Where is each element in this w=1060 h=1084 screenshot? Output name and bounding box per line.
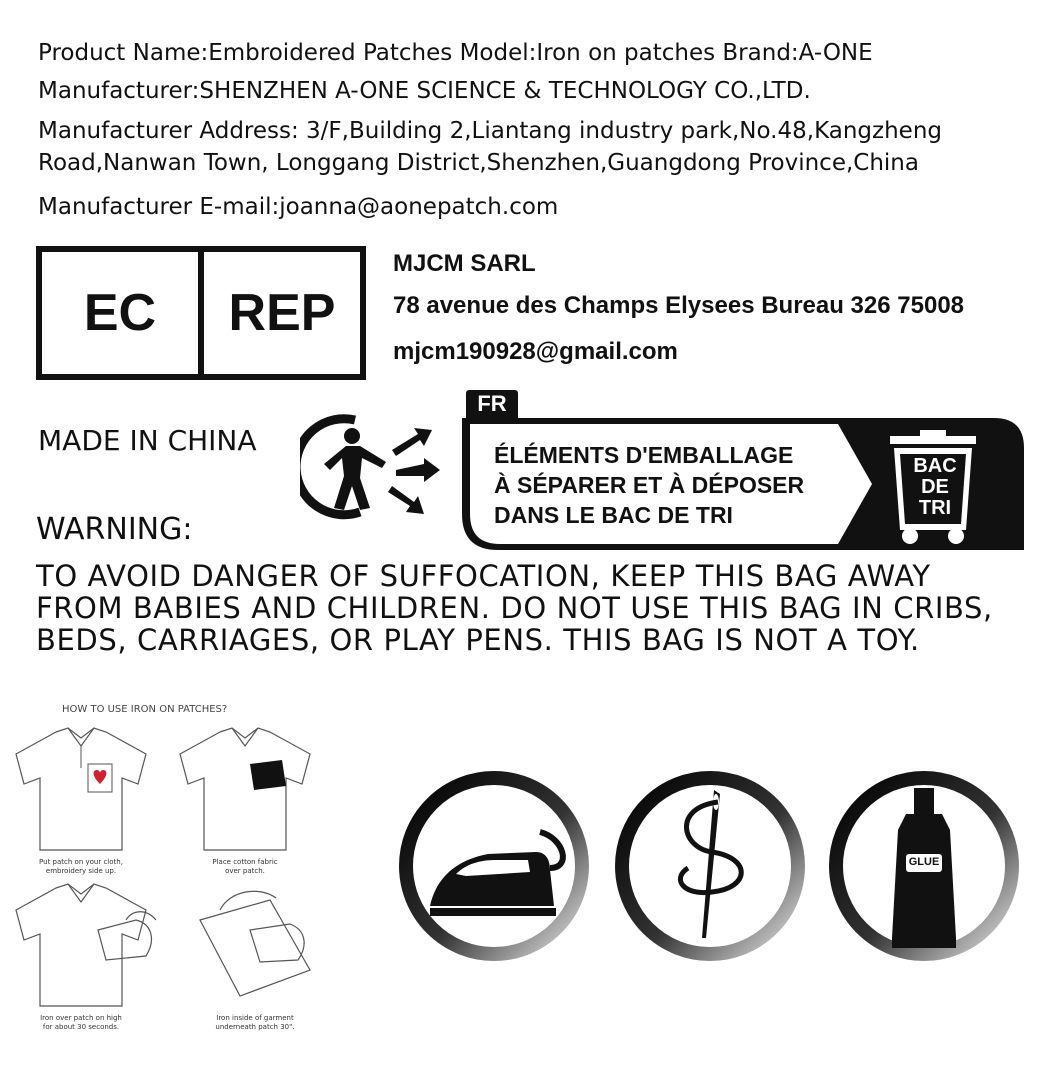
howto-step-3-caption [16, 1014, 146, 1032]
product-line: Product Name:Embroidered Patches Model:Iron on patches Brand:A-ONE [38, 40, 873, 66]
iron-icon [396, 768, 592, 964]
howto-title: HOW TO USE IRON ON PATCHES? [62, 704, 228, 715]
triman-message [494, 440, 804, 530]
address-line-1: Manufacturer Address: 3/F,Building 2,Liantang industry park,No.48,Kangzheng [38, 118, 942, 144]
bin-label-line-3: TRI [918, 497, 952, 519]
bin-label-line-1: BAC [913, 455, 957, 477]
step-4-caption-line-1: Iron inside of garment [216, 1014, 294, 1022]
step-3-caption-line-1: Iron over patch on high [40, 1014, 122, 1022]
address-line-2: Road,Nanwan Town, Longgang District,Shenzhen,Guangdong Province,China [38, 150, 919, 176]
email-line: Manufacturer E-mail:joanna@aonepatch.com [38, 194, 559, 220]
made-in-label: MADE IN CHINA [38, 424, 257, 457]
rep-address: 78 avenue des Champs Elysees Bureau 326 75008 [393, 292, 965, 319]
glue-label: GLUE [908, 856, 940, 868]
ec-label: EC [83, 284, 157, 342]
warning-line-2: FROM BABIES AND CHILDREN. DO NOT USE THIS BAG IN CRIBS, [36, 591, 993, 625]
warning-text [36, 560, 993, 656]
triman-country-tag: FR [466, 390, 518, 418]
rep-company: MJCM SARL [393, 250, 536, 277]
step-4-caption-line-2: underneath patch 30". [215, 1023, 295, 1031]
ironing-shirt-illustration [6, 880, 166, 1010]
triman-line-1: ÉLÉMENTS D'EMBALLAGE [494, 442, 794, 468]
triman-recycle-icon [300, 412, 446, 522]
warning-line-1: TO AVOID DANGER OF SUFFOCATION, KEEP THIS BAG AWAY [36, 559, 931, 593]
ironing-inside-illustration [180, 880, 330, 1010]
step-1-caption-line-1: Put patch on your cloth, [39, 858, 123, 866]
shirt-cloth-illustration [170, 724, 320, 854]
needle-thread-icon [612, 768, 808, 964]
step-2-caption-line-1: Place cotton fabric [212, 858, 278, 866]
howto-step-1-caption [16, 858, 146, 876]
triman-line-2: À SÉPARER ET À DÉPOSER [494, 472, 805, 498]
rep-email: mjcm190928@gmail.com [393, 338, 678, 365]
step-2-caption-line-2: over patch. [225, 867, 265, 875]
step-1-caption-line-2: embroidery side up. [45, 867, 117, 875]
warning-line-3: BEDS, CARRIAGES, OR PLAY PENS. THIS BAG IS NOT A TOY. [36, 623, 920, 657]
bin-label-line-2: DE [921, 476, 949, 498]
triman-line-3: DANS LE BAC DE TRI [494, 502, 733, 528]
step-3-caption-line-2: for about 30 seconds. [42, 1023, 120, 1031]
howto-step-2-caption [180, 858, 310, 876]
manufacturer-line: Manufacturer:SHENZHEN A-ONE SCIENCE & TECHNOLOGY CO.,LTD. [38, 78, 811, 104]
shirt-patch-illustration [6, 724, 156, 854]
ec-rep-box [36, 246, 366, 380]
bin-label [898, 456, 972, 519]
warning-title: WARNING: [36, 512, 193, 547]
rep-label: REP [228, 284, 336, 342]
howto-step-4-caption [190, 1014, 320, 1032]
